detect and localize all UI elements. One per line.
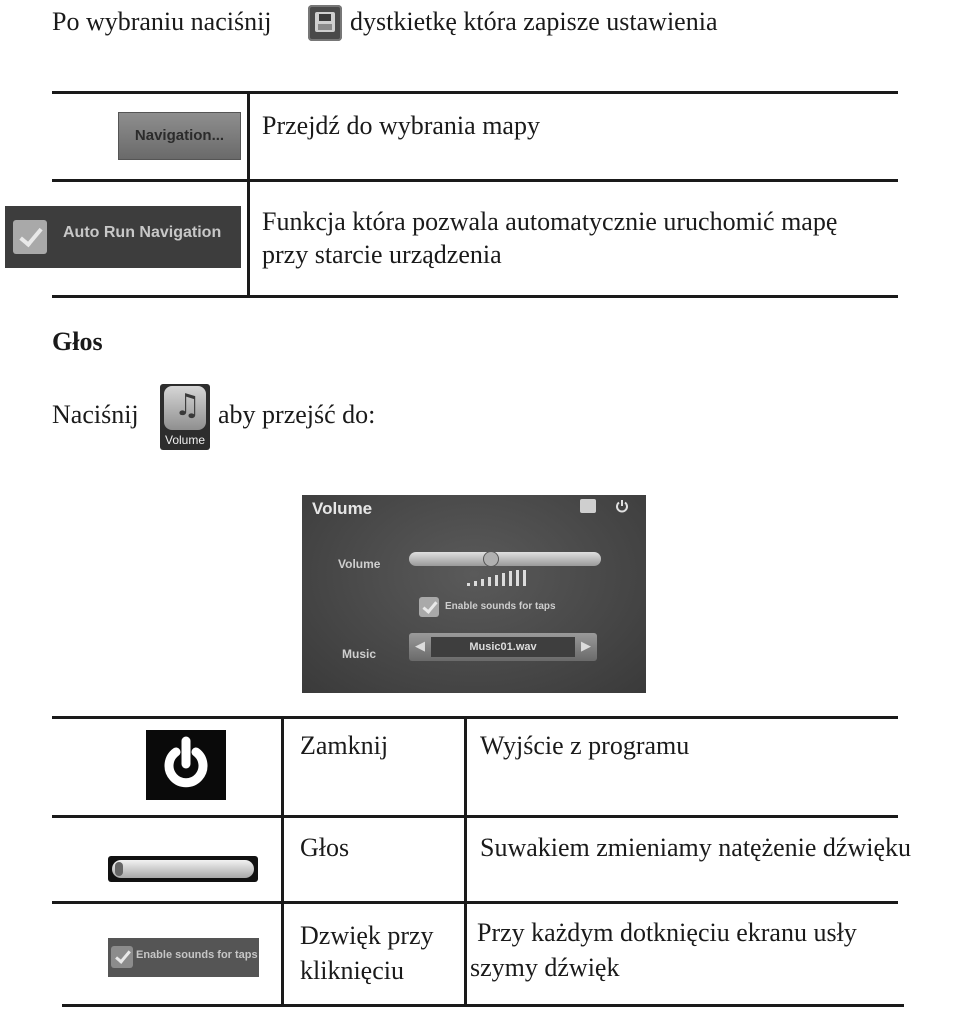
enable-sounds-checkbox[interactable] [419,597,439,617]
slider-icon[interactable] [108,856,258,882]
left-arrow-icon[interactable]: ◀ [415,638,425,653]
instruction-after: aby przejść do: [218,400,376,429]
power-icon[interactable] [146,730,226,800]
auto-run-label: Auto Run Navigation [63,224,222,241]
table-divider [281,716,284,1006]
table-rule [52,295,898,298]
intro-text-before: Po wybraniu naciśnij [52,7,272,36]
right-arrow-icon[interactable]: ▶ [581,638,591,653]
instruction-before: Naciśnij [52,400,139,429]
tap-sound-description-line1: Przy każdym dotknięciu ekranu usły [477,918,857,947]
volume-screen-title: Volume [312,499,373,518]
volume-description: Suwakiem zmieniamy natężenie dźwięku [480,833,912,862]
section-heading: Głos [52,327,103,356]
music-value: Music01.wav [431,637,575,657]
volume-app-icon[interactable] [160,384,210,450]
table-divider [464,716,467,1006]
table-divider [247,91,250,298]
auto-run-description-line1: Funkcja która pozwala automatycznie uruchomić mapę [262,207,838,236]
table-rule [52,716,898,719]
intro-text-after: dystkietkę która zapisze ustawienia [350,7,718,36]
table-rule [62,1004,904,1007]
music-note-icon: ♫ [174,388,201,423]
checkbox-icon [111,946,133,968]
navigation-button[interactable]: Navigation... [118,112,241,160]
close-description: Wyjście z programu [480,731,690,760]
tap-sound-description-line2: szymy dźwięk [470,953,620,982]
table-rule [52,815,898,818]
table-rule [52,91,898,94]
table-rule [52,901,898,904]
checkbox-icon [13,220,47,254]
music-label: Music [342,647,377,661]
volume-slider[interactable] [409,552,601,566]
floppy-save-icon[interactable] [308,5,342,41]
tap-sound-name-line2: kliknięciu [300,956,404,985]
navigation-description: Przejdź do wybrania mapy [262,111,540,140]
tap-sound-name-line1: Dzwięk przy [300,921,434,950]
enable-sounds-thumb-label: Enable sounds for taps [136,949,258,961]
table-rule [52,179,898,182]
volume-icon-caption: Volume [164,433,206,447]
close-name: Zamknij [300,731,389,760]
auto-run-navigation-toggle[interactable] [5,206,241,268]
volume-screen [302,495,646,693]
volume-name: Głos [300,833,350,862]
enable-sounds-thumbnail[interactable] [108,938,259,977]
music-selector [409,633,597,661]
volume-label: Volume [338,557,381,571]
floppy-save-icon[interactable] [580,499,596,513]
volume-slider-knob[interactable] [483,551,499,567]
power-icon[interactable] [615,499,629,513]
auto-run-description-line2: przy starcie urządzenia [262,240,502,269]
enable-sounds-label: Enable sounds for taps [445,601,556,612]
